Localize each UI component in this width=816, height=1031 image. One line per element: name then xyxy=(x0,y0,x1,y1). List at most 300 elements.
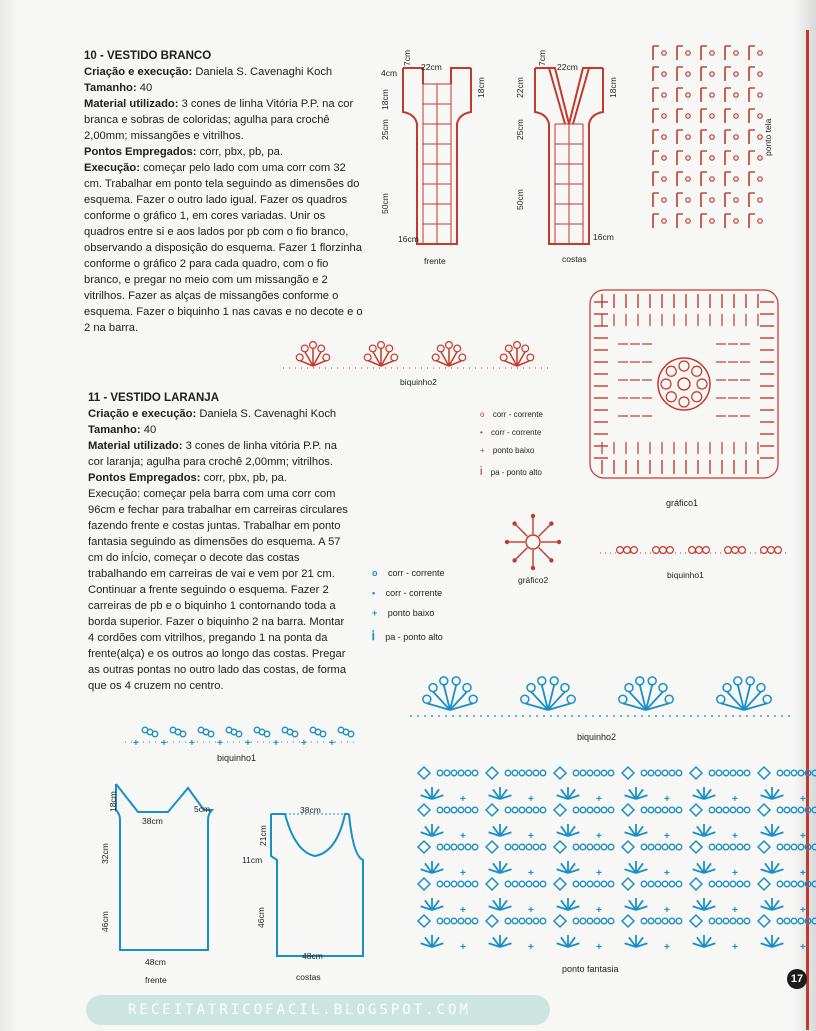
pf-chain xyxy=(744,918,750,924)
pf-chain xyxy=(723,881,729,887)
bb1-picot xyxy=(320,731,326,737)
pf-chain xyxy=(594,770,600,776)
pf-plus: + xyxy=(800,831,806,842)
tela-chain xyxy=(734,198,738,202)
pf-chain xyxy=(641,918,647,924)
pf-plus: + xyxy=(460,905,466,916)
bb2-picot xyxy=(636,677,644,685)
red-frente-label: frente xyxy=(424,256,446,266)
pf-chain xyxy=(580,918,586,924)
tela-chain xyxy=(734,156,738,160)
grafico2-label: gráfico2 xyxy=(518,575,549,585)
rb1-picot xyxy=(631,547,638,554)
pf-chain xyxy=(533,770,539,776)
pf-chain xyxy=(730,807,736,813)
dress2-text xyxy=(88,390,350,694)
tela-chain xyxy=(662,198,666,202)
g1-center-ring xyxy=(658,358,710,410)
pf-chain xyxy=(526,918,532,924)
pf-chain xyxy=(608,844,614,850)
blue-biquinho1-chart xyxy=(125,722,355,752)
rb2-picot xyxy=(454,345,461,352)
rb1-picot xyxy=(768,547,775,554)
red-costas-25cm: 25cm xyxy=(515,119,525,140)
red-margin-line xyxy=(806,30,809,1030)
bb1-picot xyxy=(152,731,158,737)
pf-chain xyxy=(608,770,614,776)
tela-chain xyxy=(734,219,738,223)
pf-plus: + xyxy=(596,831,602,842)
pf-chain xyxy=(465,918,471,924)
rb1-picot xyxy=(732,547,739,554)
pf-plus: + xyxy=(732,868,738,879)
pf-diamond xyxy=(554,915,566,927)
blue-biquinho2-chart xyxy=(410,672,790,722)
pf-chain xyxy=(526,770,532,776)
pf-chain xyxy=(526,844,532,850)
pf-chain xyxy=(669,918,675,924)
bb1-picot xyxy=(292,731,298,737)
tela-chain xyxy=(758,198,762,202)
dress2-execution: Execução: começar pela barra com uma corr com 96cm e fechar para trabalhar em carreiras circulares fazendo frente e costas juntas. Trabalhar em ponto fantasia seguindo as dimensões do esquema. A 57 cm do inÍcio, começar o decote das costas trabalhando em carreiras de vai e vem por 21 cm. Continuar a frente seguindo o esquema. Fazer 2 carreiras de pb e o biquinho 1 contornando toda a borda superior. Fazer o biquinho 2 na barra. Montar 4 cordões com vitrilhos, pregando 1 na ponta da frente(alça) e os outros ao longo das costas. Pregar as outras pontas no outro lado das costas, de forma que os 4 cruzem no centro. xyxy=(88,488,348,692)
rb1-picot xyxy=(624,547,631,554)
pf-chain xyxy=(451,770,457,776)
pf-chain xyxy=(601,770,607,776)
tela-chain xyxy=(758,219,762,223)
pf-chain xyxy=(730,770,736,776)
red-legend-corr2: corr - corrente xyxy=(491,428,542,437)
pf-chain xyxy=(594,807,600,813)
pf-chain xyxy=(526,807,532,813)
tela-chain xyxy=(710,114,714,118)
pf-chain xyxy=(777,918,783,924)
rb2-picot xyxy=(318,345,325,352)
bb1-plus: + xyxy=(133,738,139,749)
tela-chain xyxy=(662,219,666,223)
pf-chain xyxy=(505,807,511,813)
blue-legend-pb: ponto baixo xyxy=(387,608,435,618)
bb2-picot xyxy=(527,684,535,692)
pf-diamond xyxy=(486,841,498,853)
pf-chain xyxy=(533,881,539,887)
bb2-picot xyxy=(746,677,754,685)
tela-chain xyxy=(686,219,690,223)
tela-chain xyxy=(662,51,666,55)
blue-legend-corr2-icon: • xyxy=(372,588,376,598)
pf-chain xyxy=(437,844,443,850)
pf-chain xyxy=(444,770,450,776)
blue-frente-5cm: 5cm xyxy=(194,804,211,814)
pf-chain xyxy=(587,918,593,924)
tela-chain xyxy=(710,51,714,55)
tela-chain xyxy=(686,93,690,97)
pf-chain xyxy=(580,844,586,850)
pf-chain xyxy=(465,807,471,813)
pf-diamond xyxy=(486,915,498,927)
bb2-picot xyxy=(452,677,460,685)
tela-chain xyxy=(734,51,738,55)
pf-chain xyxy=(669,770,675,776)
g2-petal-tip xyxy=(549,521,553,525)
ponto-fantasia-label: ponto fantasia xyxy=(562,964,619,974)
rb2-picot xyxy=(500,354,507,361)
pf-diamond xyxy=(418,915,430,927)
tela-chain xyxy=(758,135,762,139)
pf-chain xyxy=(465,770,471,776)
dress1-execution-label: Execução: xyxy=(84,162,140,174)
pf-plus: + xyxy=(460,868,466,879)
pf-chain xyxy=(676,881,682,887)
pf-chain xyxy=(540,770,546,776)
bb1-plus: + xyxy=(273,738,279,749)
tela-chain xyxy=(734,72,738,76)
pf-chain xyxy=(533,844,539,850)
bb2-picot xyxy=(717,695,725,703)
pf-chain xyxy=(641,807,647,813)
tela-chain xyxy=(758,93,762,97)
rb2-picot xyxy=(522,345,529,352)
pf-diamond xyxy=(758,878,770,890)
ponto-tela-label: ponto tela xyxy=(763,118,773,156)
pf-chain xyxy=(451,881,457,887)
pf-diamond xyxy=(758,915,770,927)
pf-chain xyxy=(784,807,790,813)
tela-chain xyxy=(662,135,666,139)
red-legend-pb-icon: + xyxy=(480,446,485,455)
dress1-material-label: Material utilizado: xyxy=(84,98,179,110)
pf-chain xyxy=(580,807,586,813)
pf-chain xyxy=(655,844,661,850)
dress2-size: 40 xyxy=(140,424,157,436)
pf-chain xyxy=(573,881,579,887)
rb1-picot xyxy=(653,547,660,554)
dress1-stitches: corr, pbx, pb, pa. xyxy=(196,146,283,158)
pf-chain xyxy=(465,881,471,887)
bb2-picot xyxy=(567,695,575,703)
tela-chain xyxy=(710,156,714,160)
red-biquinho1-label: biquinho1 xyxy=(667,570,704,580)
pf-chain xyxy=(723,807,729,813)
bb2-picot xyxy=(723,684,731,692)
pf-chain xyxy=(512,807,518,813)
g1-petal xyxy=(692,392,702,402)
pf-diamond xyxy=(690,878,702,890)
pf-chain xyxy=(465,844,471,850)
pf-chain xyxy=(526,881,532,887)
tela-chain xyxy=(710,219,714,223)
g2-petal-tip xyxy=(531,514,535,518)
rb1-picot xyxy=(739,547,746,554)
pf-chain xyxy=(444,918,450,924)
pf-diamond xyxy=(622,804,634,816)
pf-chain xyxy=(709,844,715,850)
tela-chain xyxy=(686,156,690,160)
red-costas-schematic xyxy=(527,64,617,254)
pf-chain xyxy=(601,807,607,813)
page-left-edge xyxy=(0,0,18,1031)
bb2-picot xyxy=(463,684,471,692)
pf-chain xyxy=(444,807,450,813)
pf-chain xyxy=(669,807,675,813)
rb1-picot xyxy=(689,547,696,554)
bb2-picot xyxy=(429,684,437,692)
pf-chain xyxy=(505,918,511,924)
pf-plus: + xyxy=(596,942,602,953)
pf-chain xyxy=(472,807,478,813)
pf-chain xyxy=(587,844,593,850)
g2-petal-stitch xyxy=(539,525,550,536)
pf-chain xyxy=(737,881,743,887)
pf-diamond xyxy=(622,841,634,853)
pf-chain xyxy=(573,918,579,924)
bb1-plus: + xyxy=(245,738,251,749)
pf-chain xyxy=(587,881,593,887)
pf-chain xyxy=(573,844,579,850)
rb1-picot xyxy=(667,547,674,554)
dress1-material: 3 cones de linha Vitória P.P. na cor branca e sobras de coloridas; agulha para crochê 2,00mm; missangões e vitrilhos. xyxy=(84,98,354,142)
rb1-picot xyxy=(660,547,667,554)
red-legend xyxy=(480,410,543,482)
pf-chain xyxy=(594,844,600,850)
pf-chain xyxy=(519,770,525,776)
bb2-picot xyxy=(561,684,569,692)
tela-chain xyxy=(662,114,666,118)
pf-chain xyxy=(777,807,783,813)
watermark-text[interactable]: RECEITATRICOFACIL.BLOGSPOT.COM xyxy=(128,1002,471,1018)
pf-chain xyxy=(676,807,682,813)
pf-diamond xyxy=(758,804,770,816)
tela-chain xyxy=(686,135,690,139)
dress2-title: 11 - VESTIDO LARANJA xyxy=(88,392,219,404)
blue-costas-label: costas xyxy=(296,972,321,982)
red-biquinho1-chart xyxy=(600,543,790,563)
pf-chain xyxy=(573,807,579,813)
g2-petal-tip xyxy=(549,558,553,562)
pf-chain xyxy=(437,770,443,776)
pf-chain xyxy=(784,918,790,924)
pf-chain xyxy=(730,844,736,850)
blue-legend-pa: pa - ponto alto xyxy=(385,632,443,642)
g2-petal-stitch xyxy=(539,548,550,559)
bb1-picot xyxy=(236,731,242,737)
pf-chain xyxy=(655,881,661,887)
pf-chain xyxy=(512,918,518,924)
pf-diamond xyxy=(758,841,770,853)
pf-chain xyxy=(472,844,478,850)
pf-chain xyxy=(540,918,546,924)
tela-chain xyxy=(686,177,690,181)
red-legend-pb: ponto baixo xyxy=(492,446,535,455)
pf-chain xyxy=(655,807,661,813)
pf-chain xyxy=(716,881,722,887)
red-costas-18cm: 18cm xyxy=(608,77,618,98)
red-frente-18cm-right: 18cm xyxy=(476,77,486,98)
pf-chain xyxy=(594,918,600,924)
pf-chain xyxy=(744,844,750,850)
pf-plus: + xyxy=(664,942,670,953)
dress1-title: 10 - VESTIDO BRANCO xyxy=(84,50,212,62)
grafico1-label: gráfico1 xyxy=(666,498,699,508)
rb2-picot xyxy=(301,345,308,352)
ponto-tela-chart xyxy=(647,40,767,230)
bb1-picot xyxy=(208,731,214,737)
rb2-picot xyxy=(296,354,303,361)
pf-chain xyxy=(662,918,668,924)
rb2-picot xyxy=(459,354,466,361)
pf-chain xyxy=(737,918,743,924)
pf-chain xyxy=(648,770,654,776)
pf-chain xyxy=(737,844,743,850)
pf-diamond xyxy=(622,915,634,927)
pf-chain xyxy=(512,844,518,850)
g2-petal-tip xyxy=(512,558,516,562)
bb1-plus: + xyxy=(217,738,223,749)
pf-chain xyxy=(451,844,457,850)
dress1-execution: começar pelo lado com uma corr com 32 cm. Trabalhar em ponto tela seguindo as dimensões do esquema. Fazer o outro lado igual. Fazer os quadros conforme o gráfico 1, em cores variadas. Unir os quadros entre si e aos lados por pb com o fio branco, observando a disposição do esquema. Fazer 1 florzinha conforme o gráfico 2 para cada quadro, com o fio branco, e pregar no meio com um missangão e 2 vitrilhos. Fazer as alças de missangões conforme o esquema. Fazer o biquinho 1 nas cavas e no decote e o 2 na barra. xyxy=(84,162,363,334)
tela-chain xyxy=(710,177,714,181)
blue-costas-48cm: 48cm xyxy=(302,951,323,961)
pf-chain xyxy=(437,881,443,887)
bb2-picot xyxy=(423,695,431,703)
pf-chain xyxy=(573,770,579,776)
dress1-size-label: Tamanho: xyxy=(84,82,137,94)
g2-petal-tip xyxy=(531,566,535,570)
pf-chain xyxy=(709,770,715,776)
bb2-picot xyxy=(550,677,558,685)
blue-frente-32cm: 32cm xyxy=(100,843,110,864)
rb1-picot xyxy=(617,547,624,554)
pf-diamond xyxy=(418,878,430,890)
red-costas-22cm: 22cm xyxy=(557,62,578,72)
red-legend-pa: pa - ponto alto xyxy=(490,468,542,477)
grafico2-chart xyxy=(503,512,563,572)
g2-petal-tip xyxy=(512,521,516,525)
pf-chain xyxy=(676,918,682,924)
pf-chain xyxy=(723,770,729,776)
pf-chain xyxy=(444,881,450,887)
bb2-picot xyxy=(648,677,656,685)
pf-chain xyxy=(601,881,607,887)
dress2-material-label: Material utilizado: xyxy=(88,440,183,452)
pf-chain xyxy=(676,770,682,776)
pf-chain xyxy=(519,807,525,813)
pf-chain xyxy=(777,881,783,887)
pf-diamond xyxy=(622,767,634,779)
dress2-credit: Daniela S. Cavenaghi Koch xyxy=(196,408,337,420)
rb2-picot xyxy=(391,354,398,361)
tela-chain xyxy=(758,51,762,55)
pf-chain xyxy=(737,807,743,813)
pf-plus: + xyxy=(800,794,806,805)
red-frente-4cm: 4cm xyxy=(381,68,398,78)
tela-chain xyxy=(686,51,690,55)
tela-chain xyxy=(758,72,762,76)
pf-chain xyxy=(505,881,511,887)
pf-chain xyxy=(709,918,715,924)
pf-plus: + xyxy=(732,905,738,916)
g2-center xyxy=(526,535,540,549)
pf-plus: + xyxy=(528,942,534,953)
rb1-picot xyxy=(725,547,732,554)
pf-chain xyxy=(648,807,654,813)
red-costas-50cm: 50cm xyxy=(515,189,525,210)
pf-plus: + xyxy=(528,794,534,805)
pf-chain xyxy=(451,807,457,813)
blue-costas-38cm: 38cm xyxy=(300,805,321,815)
red-frente-16cm: 16cm xyxy=(398,234,419,244)
rb1-picot xyxy=(775,547,782,554)
pf-diamond xyxy=(554,767,566,779)
tela-chain xyxy=(734,114,738,118)
pf-chain xyxy=(662,844,668,850)
pf-chain xyxy=(744,770,750,776)
dress2-size-label: Tamanho: xyxy=(88,424,141,436)
pf-chain xyxy=(458,918,464,924)
pf-diamond xyxy=(418,804,430,816)
pf-chain xyxy=(437,918,443,924)
pf-chain xyxy=(437,807,443,813)
tela-chain xyxy=(662,72,666,76)
pf-chain xyxy=(601,844,607,850)
pf-diamond xyxy=(690,915,702,927)
red-costas-7cm: 7cm xyxy=(537,49,547,66)
blue-legend-pa-icon: Ꭵ xyxy=(372,628,375,643)
pf-chain xyxy=(662,881,668,887)
pf-chain xyxy=(641,881,647,887)
pf-chain xyxy=(533,918,539,924)
pf-chain xyxy=(662,770,668,776)
pf-diamond xyxy=(418,767,430,779)
pf-plus: + xyxy=(800,868,806,879)
tela-chain xyxy=(662,177,666,181)
pf-chain xyxy=(587,770,593,776)
blue-frente-48cm: 48cm xyxy=(145,957,166,967)
pf-chain xyxy=(540,807,546,813)
pf-chain xyxy=(716,807,722,813)
bb1-plus: + xyxy=(189,738,195,749)
g1-petal xyxy=(679,361,689,371)
rb2-picot xyxy=(505,345,512,352)
g1-petal xyxy=(697,379,707,389)
pf-chain xyxy=(505,844,511,850)
bb2-picot xyxy=(763,695,771,703)
pf-chain xyxy=(533,807,539,813)
red-frente-25cm: 25cm xyxy=(380,119,390,140)
red-costas-22cm-side: 22cm xyxy=(515,77,525,98)
pf-chain xyxy=(777,770,783,776)
pf-chain xyxy=(784,881,790,887)
rb2-picot xyxy=(386,345,393,352)
g1-petal xyxy=(666,392,676,402)
tela-chain xyxy=(710,135,714,139)
dress2-stitches-label: Pontos Empregados: xyxy=(88,472,201,484)
blue-legend-pb-icon: + xyxy=(372,608,378,618)
rb2-picot xyxy=(323,354,330,361)
pf-chain xyxy=(716,770,722,776)
pf-chain xyxy=(458,770,464,776)
g2-petal-stitch xyxy=(516,548,527,559)
pf-chain xyxy=(519,844,525,850)
bb2-picot xyxy=(659,684,667,692)
dress2-stitches: corr, pbx, pb, pa. xyxy=(200,472,287,484)
ponto-fantasia-chart xyxy=(408,765,806,955)
dress1-credit-label: Criação e execução: xyxy=(84,66,193,78)
pf-diamond xyxy=(486,878,498,890)
pf-chain xyxy=(580,770,586,776)
blue-frente-38cm: 38cm xyxy=(142,816,163,826)
pf-plus: + xyxy=(460,942,466,953)
bb2-picot xyxy=(521,695,529,703)
